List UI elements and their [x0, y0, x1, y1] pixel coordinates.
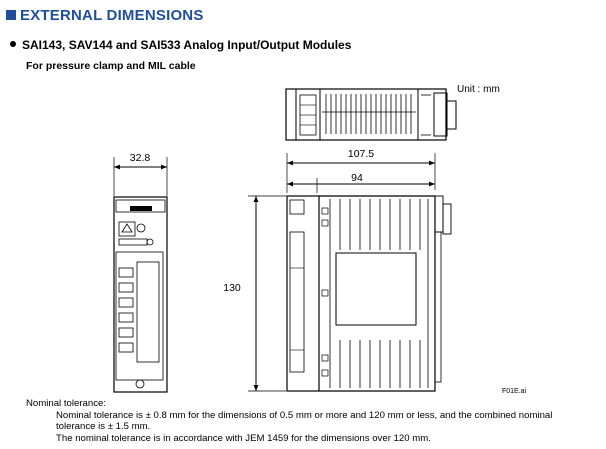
tolerance-notes: [26, 398, 601, 444]
dim-body-depth: 94: [351, 172, 363, 184]
notes-line-2: The nominal tolerance is in accordance with JEM 1459 for the dimensions over 120 mm.: [56, 432, 431, 444]
notes-line-1: Nominal tolerance is ± 0.8 mm for the dimensions of 0.5 mm or more and 120 mm or less, and the combined nominal: [56, 409, 553, 421]
variant-heading: For pressure clamp and MIL cable: [26, 60, 196, 72]
front-view: [114, 157, 167, 392]
figure-id: F01E.ai: [502, 388, 527, 395]
unit-label: Unit : mm: [457, 84, 500, 95]
module-heading-text: SAI143, SAV144 and SAI533 Analog Input/Output Modules: [22, 38, 352, 52]
section-title-text: EXTERNAL DIMENSIONS: [20, 7, 204, 24]
notes-heading: Nominal tolerance:: [26, 398, 106, 409]
dim-front-width: 32.8: [129, 152, 151, 164]
side-view: [248, 153, 451, 391]
dim-total-depth: 107.5: [347, 148, 375, 160]
dim-height: 130: [223, 282, 241, 294]
top-view: [286, 89, 456, 140]
notes-line-1b: tolerance is ± 1.5 mm.: [56, 421, 151, 432]
